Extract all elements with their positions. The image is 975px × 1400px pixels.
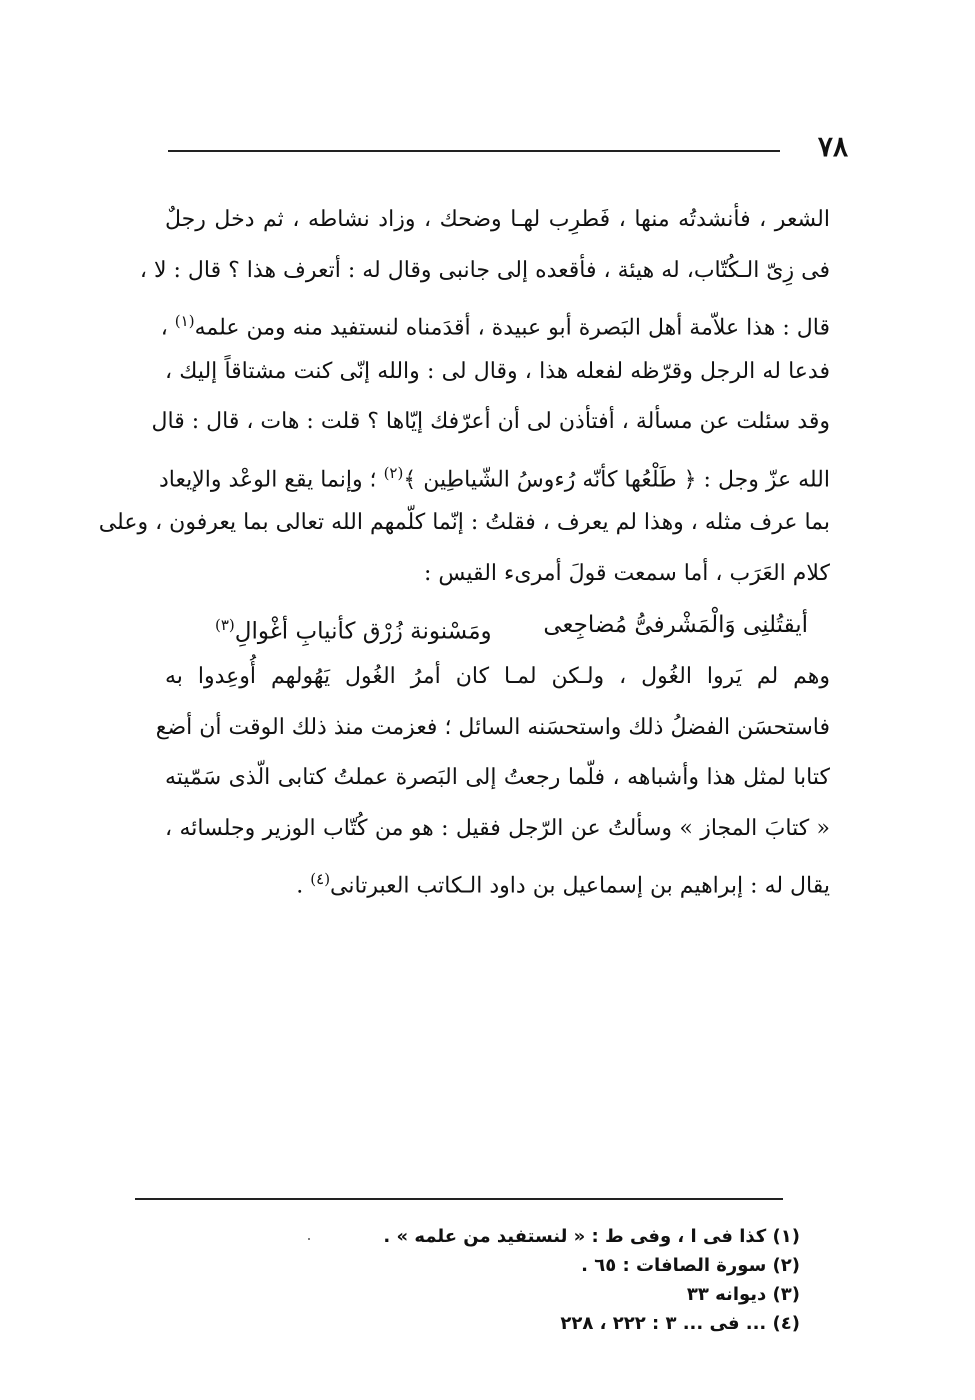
text-line <box>139 246 830 297</box>
text-line-content: الشعر ، فأنشدتُه منها ، فَطرِب لهـا وضحك ، وزاد نشاطه ، ثم دخل رجلٌ <box>165 207 830 232</box>
verse-first-hemistich: أيقتُلنِى وَالْمَشْرفىُّ مُضاجِعى <box>543 612 808 638</box>
footnote-ref[interactable]: (٤) <box>310 870 331 888</box>
header-rule <box>168 150 780 152</box>
text-line <box>165 652 830 703</box>
text-line: قال : هذا علاّمة أهل البَصرة أبو عبيدة ، أقدَمناه لنستفيد منه ومن علمه$^{(١)}$ ، <box>160 312 830 341</box>
text-line-content: قال : هذا علاّمة أهل البَصرة أبو عبيدة ، أقدَمناه لنستفيد منه ومن علمه <box>194 315 830 341</box>
main-text <box>98 195 830 905</box>
text-line <box>98 498 830 549</box>
footnote-rule <box>135 1198 783 1200</box>
text-line <box>165 347 830 398</box>
text-line-content: فدعا له الرجل وقرّظه لفعله هذا ، وقال لى : والله إنّى كنت مشتاقاً إليك ، <box>165 358 830 384</box>
footnote: (٤) ... فى ... ٣ : ٢٢٢ ، ٢٢٨ <box>560 1313 800 1334</box>
text-line-content: كلام العَرَب ، أما سمعت قولَ أمرىء القيس : <box>423 560 830 586</box>
text-line-content: فاستحسَن الفضلُ ذلك واستحسَنه السائل ؛ فعزمت منذ ذلك الوقت أن أضع <box>155 714 830 740</box>
text-line <box>165 195 830 246</box>
text-line-content: وهم لم يَروا الغُول ، ولـكن لمـا كان أمرُ الغُول يَهُولهم أُوعِدوا به <box>165 664 830 689</box>
footnote: (٢) سورة الصافات : ٦٥ . <box>581 1255 800 1276</box>
page-number: ٧٨ <box>817 130 848 163</box>
text-line <box>165 854 830 905</box>
text-line-content: كتابا لمثل هذا وأشباهه ، فلّما رجعتُ إلى البَصرة عملتُ كتابى الّذى سَمّيته <box>165 765 830 790</box>
text-line-content: وقد سئلت عن مسألة ، أفتأذن لى أن أعرّفك إيّاها ؟ قلت : هات ، قال : قال <box>151 409 830 434</box>
text-line <box>165 753 830 804</box>
poetry-verse <box>165 599 830 652</box>
text-line <box>165 804 830 855</box>
text-line-content: يقال له : إبراهيم بن إسماعيل بن داود الـكاتب العبرتانى <box>330 873 830 899</box>
footnote: (٣) ديوانه ٣٣ <box>686 1284 800 1305</box>
text-line <box>165 549 830 600</box>
text-line-content: « كتابَ المجاز » وسألتُ عن الرّجل فقيل : هو من كُتّاب الوزير وجلسائه ، <box>165 815 830 841</box>
text-line <box>158 448 830 499</box>
text-line-content: بما عرف مثله ، وهذا لم يعرف ، فقلتُ : إنّما كلّمهم الله تعالى بما يعرفون ، وعلى <box>98 510 830 535</box>
text-line-content: ؛ وإنما يقع الوعْد والإيعاد <box>158 466 377 492</box>
verse-second-hemistich: ومَسْنونة زُرْق كأنيابِ أغْوالِ$^{(٣)}$ <box>215 616 492 645</box>
footnote-ref[interactable]: (٣) <box>215 616 235 634</box>
text-line-content: فى زِىّ الـكُتّاب، له هيئة ، فأقعده إلى جانبى وقال له : أتعرف هذا ؟ قال : لا ، <box>139 257 830 283</box>
footnote: (١) كذا فى ا ، وفى ط : « لنستفيد من علمه » . <box>383 1226 800 1247</box>
footnote-ref[interactable]: (٢) <box>383 463 404 482</box>
text-line-content: الله عزّ وجل : ﴿ طَلْعُها كأنّه رُءوسُ الشّياطِين ﴾ <box>403 466 830 492</box>
footnotes <box>300 1222 800 1334</box>
text-line-end: . <box>296 873 311 899</box>
text-line <box>151 397 830 448</box>
footnote-ref[interactable]: (١) <box>174 312 195 330</box>
text-line <box>155 703 830 754</box>
